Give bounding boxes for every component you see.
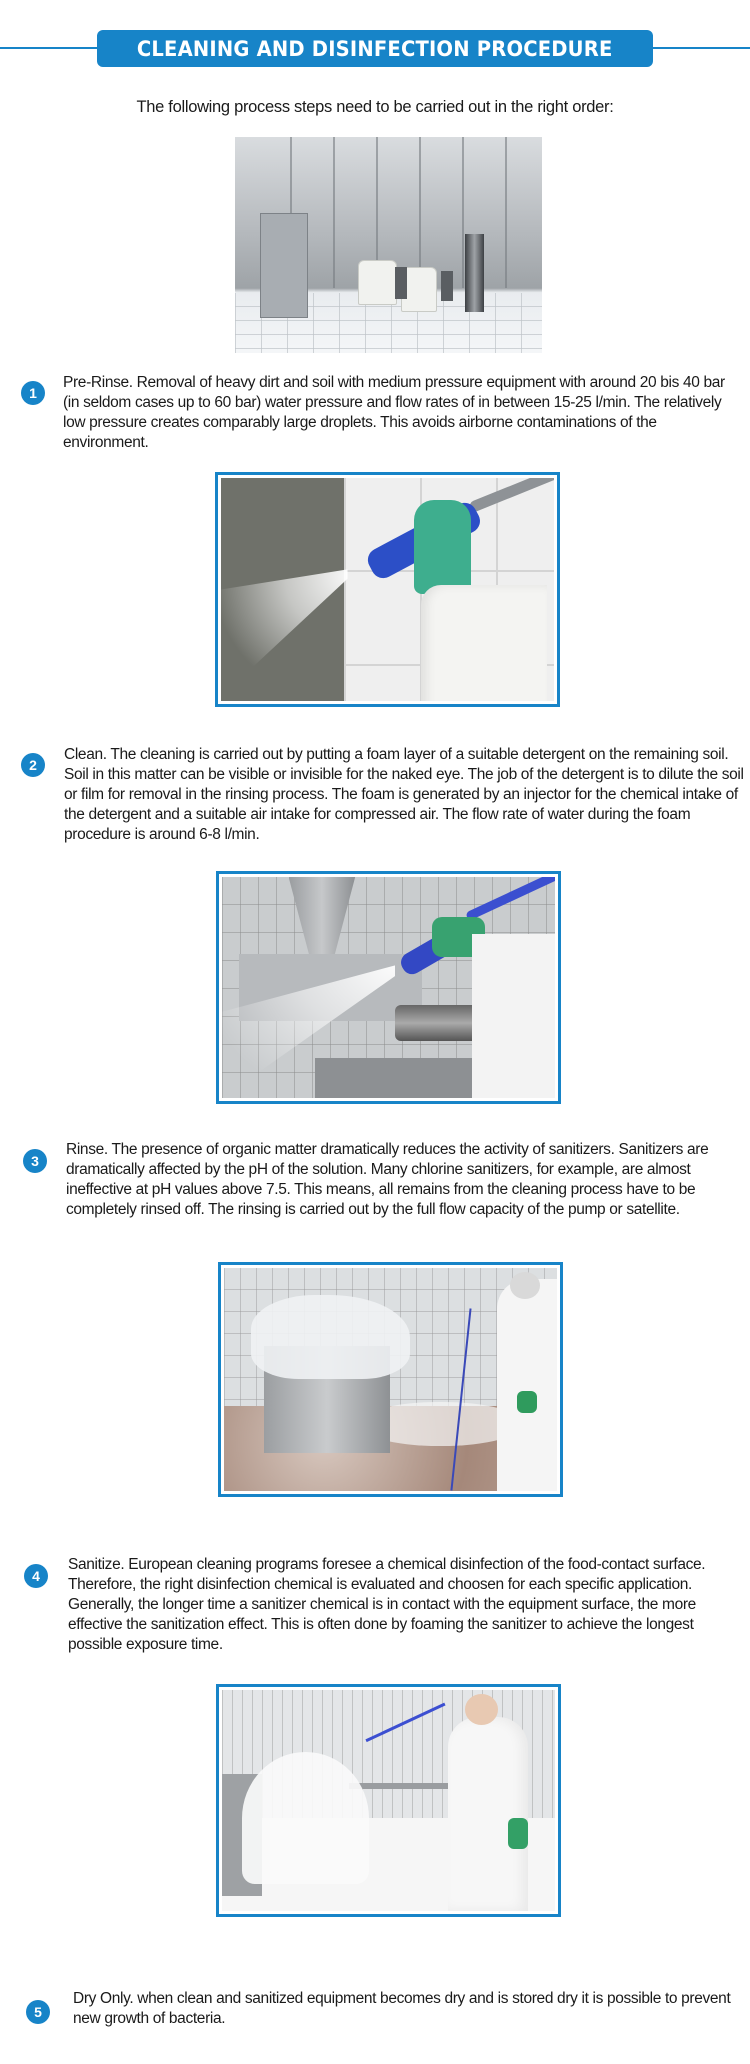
step-1-photo-frame: [215, 472, 560, 707]
step-3-photo-frame: [218, 1262, 563, 1497]
header-rule-left: [0, 47, 98, 49]
header-rule-right: [652, 47, 750, 49]
step-4-photo: [222, 1690, 555, 1911]
step-number-4: 4: [24, 1564, 48, 1588]
step-4-photo-frame: [216, 1684, 561, 1917]
step-text-5: Dry Only. when clean and sanitized equipment becomes dry and is stored dry it is possible to prevent new growth of bacteria.: [73, 1990, 731, 2027]
step-text-1: Pre-Rinse. Removal of heavy dirt and soil with medium pressure equipment with around 20 bis 40 bar (in seldom cases up to 60 bar) water pressure and flow rates of in between 15-25 l/min. The relatively low pressure creates comparably large droplets. This avoids airborne contaminations of the environment.: [63, 374, 725, 451]
overview-photo: [235, 137, 542, 353]
intro-text: The following process steps need to be carried out in the right order:: [136, 98, 614, 116]
step-3-photo: [224, 1268, 557, 1491]
page-title: CLEANING AND DISINFECTION PROCEDURE: [137, 36, 613, 61]
title-banner: [97, 30, 653, 67]
step-text-3: Rinse. The presence of organic matter dramatically reduces the activity of sanitizers. Sanitizers are dramatically affected by the pH of the solution. Many chlorine sanitizers, for example, are almost ineffective at pH values above 7.5. This means, all remains from the cleaning process have to be completely rinsed off. The rinsing is carried out by the full flow capacity of the pump or satellite.: [66, 1141, 709, 1218]
control-cabinet: [260, 213, 308, 319]
step-2-photo-frame: [216, 871, 561, 1104]
step-text-2: Clean. The cleaning is carried out by putting a foam layer of a suitable detergent on the remaining soil. Soil in this matter can be visible or invisible for the naked eye. The job of the detergent is to dilute the soil or film for removal in the rinsing process. The foam is generated by an injector for the chemical intake of the detergent and a suitable air intake for compressed air. The flow rate of water during the foam procedure is around 6-8 l/min.: [64, 746, 744, 843]
step-number-5: 5: [26, 2000, 50, 2024]
step-2-photo: [222, 877, 555, 1098]
step-text-4: Sanitize. European cleaning programs foresee a chemical disinfection of the food-contact surface. Therefore, the right disinfection chemical is evaluated and choosen for each specific application. Generally, the longer time a sanitizer chemical is in contact with the equipment surface, the more effective the sanitization effect. This is often done by foaming the sanitizer to achieve the longest possible exposure time.: [68, 1556, 706, 1653]
step-number-1: 1: [21, 381, 45, 405]
step-1-photo: [221, 478, 554, 701]
step-number-2: 2: [21, 753, 45, 777]
step-number-3: 3: [23, 1149, 47, 1173]
